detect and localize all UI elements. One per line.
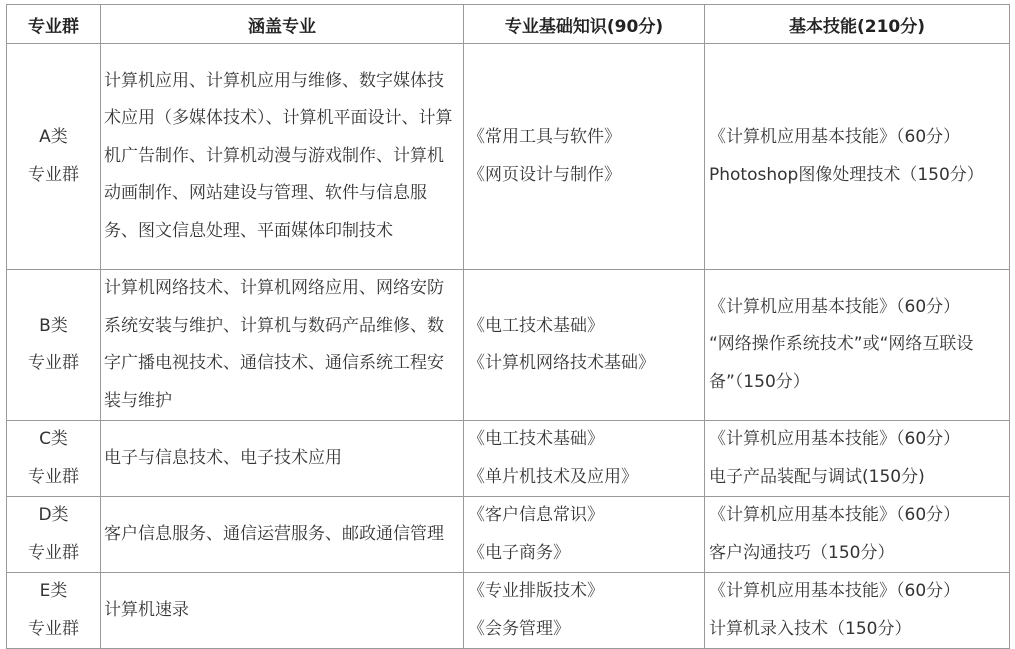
group-suffix: 专业群 xyxy=(28,466,79,487)
skill-item: 客户沟通技巧（150分） xyxy=(709,542,895,563)
table-row-a xyxy=(7,44,1010,270)
header-basic-skills: 基本技能(210分) xyxy=(705,5,1010,44)
skill-item: 《计算机应用基本技能》（60分） xyxy=(709,127,961,147)
basic-skills-cell xyxy=(705,44,1010,270)
basic-course: 《专业排版技术》 xyxy=(468,581,604,601)
basic-course: 《单片机技术及应用》 xyxy=(468,466,638,487)
table-row-c xyxy=(7,421,1010,497)
basic-course: 《常用工具与软件》 xyxy=(468,127,621,147)
group-label: D类 xyxy=(38,505,69,525)
basic-skills-cell xyxy=(705,497,1010,573)
basic-knowledge-cell xyxy=(464,270,705,421)
basic-knowledge-cell xyxy=(464,497,705,573)
basic-course: 《电工技术基础》 xyxy=(468,315,604,336)
table-row-d xyxy=(7,497,1010,573)
group-suffix: 专业群 xyxy=(28,164,79,185)
majors-cell: 计算机网络技术、计算机网络应用、网络安防系统安装与维护、计算机与数码产品维修、数字广播电视技术、通信技术、通信系统工程安装与维护 xyxy=(101,270,464,421)
group-cell xyxy=(7,44,101,270)
basic-course: 《计算机网络技术基础》 xyxy=(468,353,655,373)
majors-cell: 电子与信息技术、电子技术应用 xyxy=(101,421,464,497)
skill-item: 《计算机应用基本技能》（60分） xyxy=(709,581,961,601)
header-majors: 涵盖专业 xyxy=(101,5,464,44)
skill-item: 电子产品装配与调试(150分) xyxy=(709,466,925,487)
group-suffix: 专业群 xyxy=(28,618,79,639)
group-label: E类 xyxy=(39,581,68,601)
skill-item: “网络操作系统技术”或“网络互联设备”（150分） xyxy=(709,334,974,392)
majors-cell: 计算机速录 xyxy=(101,573,464,649)
group-cell xyxy=(7,270,101,421)
group-label: B类 xyxy=(39,315,68,336)
skill-item: 《计算机应用基本技能》（60分） xyxy=(709,296,961,317)
skill-item: 《计算机应用基本技能》（60分） xyxy=(709,505,961,525)
group-cell xyxy=(7,573,101,649)
group-suffix: 专业群 xyxy=(28,542,79,563)
majors-cell: 客户信息服务、通信运营服务、邮政通信管理 xyxy=(101,497,464,573)
basic-knowledge-cell xyxy=(464,421,705,497)
basic-course: 《电子商务》 xyxy=(468,542,570,563)
majors-cell: 计算机应用、计算机应用与维修、数字媒体技术应用（多媒体技术）、计算机平面设计、计算机广告制作、计算机动漫与游戏制作、计算机动画制作、网站建设与管理、软件与信息服务、图文信息处理、平面媒体印制技术 xyxy=(101,44,464,270)
exam-subject-table xyxy=(6,4,1010,649)
basic-course: 《会务管理》 xyxy=(468,618,570,639)
header-group: 专业群 xyxy=(7,5,101,44)
group-suffix: 专业群 xyxy=(28,353,79,373)
basic-skills-cell xyxy=(705,270,1010,421)
exam-subject-table-container xyxy=(6,4,1009,640)
skill-item: 计算机录入技术（150分） xyxy=(709,618,912,639)
group-label: C类 xyxy=(39,429,68,449)
skill-item: Photoshop图像处理技术（150分） xyxy=(709,164,984,185)
table-row-e xyxy=(7,573,1010,649)
table-row-b xyxy=(7,270,1010,421)
group-cell xyxy=(7,421,101,497)
basic-skills-cell xyxy=(705,421,1010,497)
header-basic-knowledge: 专业基础知识(90分) xyxy=(464,5,705,44)
basic-skills-cell xyxy=(705,573,1010,649)
skill-item: 《计算机应用基本技能》（60分） xyxy=(709,429,961,449)
basic-course: 《客户信息常识》 xyxy=(468,505,604,525)
group-label: A类 xyxy=(39,127,68,147)
basic-course: 《网页设计与制作》 xyxy=(468,164,621,185)
basic-knowledge-cell xyxy=(464,573,705,649)
basic-knowledge-cell xyxy=(464,44,705,270)
basic-course: 《电工技术基础》 xyxy=(468,429,604,449)
header-row xyxy=(7,5,1010,44)
group-cell xyxy=(7,497,101,573)
